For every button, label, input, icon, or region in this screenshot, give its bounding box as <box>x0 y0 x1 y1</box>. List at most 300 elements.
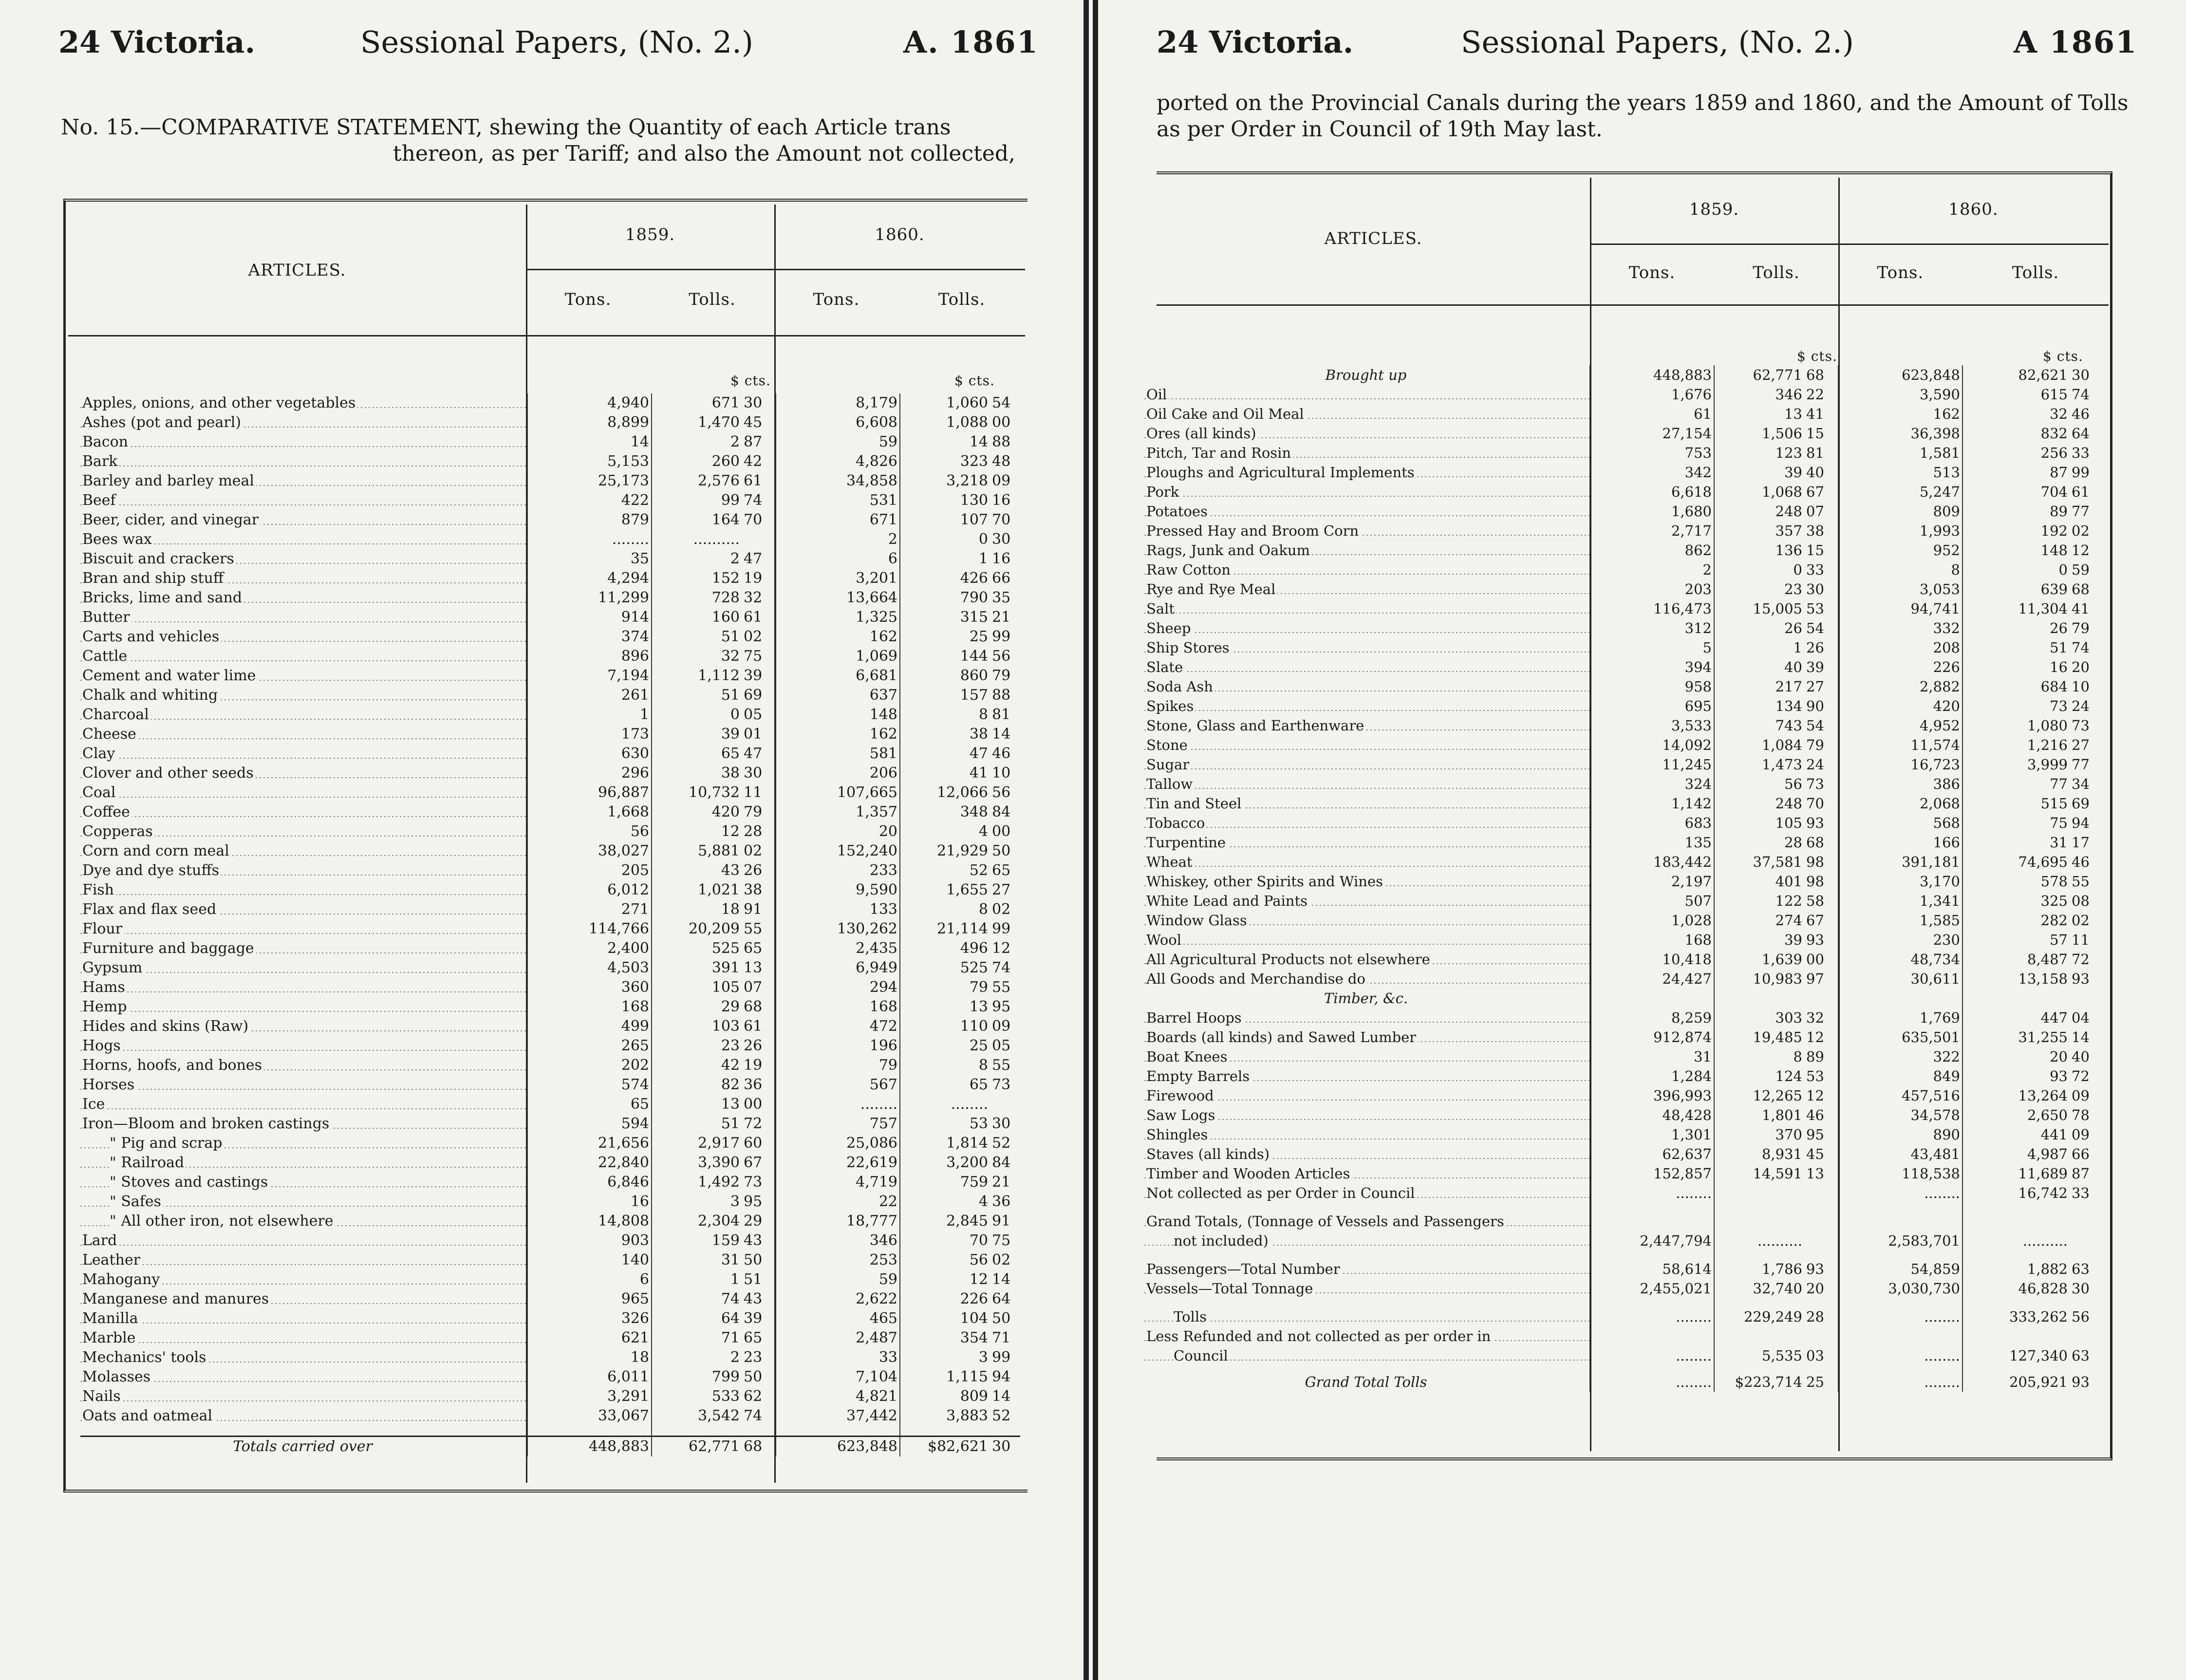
articles-heading: ARTICLES. <box>1324 229 1422 248</box>
empty-cell <box>900 1426 990 1437</box>
tolls-1860-dollars-cell: 3,883 <box>900 1406 990 1426</box>
tolls-1859-dollars-cell: 799 <box>652 1367 742 1387</box>
article-cell <box>80 1095 527 1114</box>
tons-1859-cell: 965 <box>527 1289 652 1309</box>
article-cell <box>80 608 527 627</box>
tolls-1859-dollars-cell: 5,535 <box>1714 1346 1804 1365</box>
article-label: Sugar <box>1146 756 1191 773</box>
tolls-1860-cents-cell: 09 <box>992 1018 1011 1035</box>
tons-1860-cell: 25,086 <box>776 1134 900 1153</box>
table-row <box>80 1173 1020 1192</box>
tons-1860-cell: 54,859 <box>1838 1259 1962 1279</box>
article-label: Soda Ash <box>1146 678 1215 695</box>
empty-cell <box>1804 989 1838 1008</box>
tolls-1860-cents-cell: 48 <box>992 453 1011 470</box>
tolls-1860-cents-cell: 81 <box>992 706 1011 723</box>
article-cell <box>1144 735 1590 755</box>
article-label: Barrel Hoops <box>1146 1009 1244 1026</box>
empty-cell <box>1144 1298 1590 1307</box>
article-cell <box>80 1406 527 1426</box>
tolls-1859-cents-cell: 70 <box>1806 795 1824 812</box>
tolls-1860-dollars-cell: 46,828 <box>1962 1279 2070 1298</box>
article-cell <box>80 764 527 783</box>
article-label: Ploughs and Agricultural Implements <box>1146 464 1417 481</box>
tons-1860-cell: 8 <box>1838 560 1962 579</box>
tons-1859-cell: 903 <box>527 1231 652 1251</box>
tolls-1859-cents-cell: 53 <box>1806 600 1824 617</box>
tolls-1860-dollars-cell: 496 <box>900 939 990 958</box>
tolls-1859-cents-cell: 07 <box>744 979 763 996</box>
tolls-1860-cents-cell: 14 <box>992 1388 1011 1405</box>
right-data-table <box>1144 365 2106 1392</box>
tons-1859-cell: 96,887 <box>527 783 652 803</box>
tolls-1860-dollars-cell: .......... <box>1962 1231 2070 1251</box>
tolls-1860-cents-cell: 05 <box>992 1037 1011 1054</box>
empty-cell <box>1590 1203 1714 1212</box>
tolls-1859-cents-cell: 19 <box>744 570 763 587</box>
tons-1860-cell: 22 <box>776 1192 900 1212</box>
article-cell <box>80 491 527 510</box>
article-cell <box>1144 813 1590 833</box>
empty-cell <box>1714 1251 1804 1259</box>
empty-cell <box>1838 989 1962 1008</box>
tolls-1859-cents-cell: 87 <box>744 433 763 450</box>
tolls-1860-dollars-cell: 20 <box>1962 1047 2070 1066</box>
tons-1859-cell: 1 <box>527 705 652 725</box>
article-cell <box>1144 1346 1590 1365</box>
tons-1859-cell: 48,428 <box>1590 1105 1714 1125</box>
tolls-1859-cents-cell: 98 <box>1806 854 1824 870</box>
table-row <box>80 978 1020 997</box>
tons-1860-cell: 11,574 <box>1838 735 1962 755</box>
table-row <box>80 1095 1020 1114</box>
article-cell <box>80 452 527 471</box>
empty-cell <box>652 1426 742 1437</box>
tons-1859-cell: 507 <box>1590 891 1714 911</box>
tolls-1860-cents-cell: 30 <box>992 531 1011 548</box>
table-row <box>1144 755 2106 774</box>
tons-1860-cell: 162 <box>1838 404 1962 424</box>
tolls-1859-dollars-cell: 1,639 <box>1714 950 1804 969</box>
refunded-row <box>1144 1326 2106 1346</box>
tolls-1860-dollars-cell: 354 <box>900 1328 990 1348</box>
tolls-1860-cents-cell: 72 <box>2072 1068 2090 1084</box>
tons-1860-cell: 13,664 <box>776 588 900 608</box>
tons-1859-cell: 1,284 <box>1590 1066 1714 1086</box>
tolls-1860-dollars-cell: 759 <box>900 1173 990 1192</box>
tolls-1859-cents-cell: 15 <box>1806 542 1824 559</box>
article-cell <box>80 1289 527 1309</box>
article-cell <box>1144 911 1590 930</box>
table-row <box>80 647 1020 666</box>
tolls-1859-heading: Tolls. <box>1753 263 1800 282</box>
table-row <box>80 1367 1020 1387</box>
empty-cell <box>1590 1251 1714 1259</box>
article-cell <box>1144 950 1590 969</box>
article-cell <box>1144 1372 1590 1392</box>
article-cell <box>80 1348 527 1367</box>
tons-1860-cell: ........ <box>1838 1372 1962 1392</box>
empty-cell <box>1714 1326 1804 1346</box>
tolls-1859-cents-cell: 00 <box>744 1096 763 1113</box>
tons-1859-heading: Tons. <box>1628 263 1676 282</box>
tolls-1860-cents-cell: 12 <box>2072 542 2090 559</box>
tolls-1860-dollars-cell: 77 <box>1962 774 2070 794</box>
tolls-1859-cents-cell: 89 <box>1806 1048 1824 1065</box>
tolls-1859-cents-cell: 26 <box>744 862 763 879</box>
empty-cell <box>1590 1365 1714 1372</box>
article-label: Boat Knees <box>1146 1048 1229 1065</box>
tolls-1859-cents-cell: 81 <box>1806 445 1824 461</box>
tolls-1859-cents-cell: 74 <box>744 1407 763 1424</box>
tons-1859-cell: 27,154 <box>1590 424 1714 443</box>
tolls-1859-dollars-cell: 124 <box>1714 1066 1804 1086</box>
tolls-1859-dollars-cell: 18 <box>652 900 742 919</box>
tons-1859-cell: 1,680 <box>1590 502 1714 521</box>
tons-1860-cell: 34,578 <box>1838 1105 1962 1125</box>
table-row <box>80 491 1020 510</box>
tolls-1860-dollars-cell: 1,882 <box>1962 1259 2070 1279</box>
tolls-1859-cents-cell <box>742 530 776 549</box>
tolls-1859-cents-cell: 95 <box>1806 1126 1824 1143</box>
tons-1859-cell: 3,533 <box>1590 716 1714 735</box>
tolls-1859-cents-cell: 50 <box>744 1368 763 1385</box>
tons-1860-heading: Tons. <box>1877 263 1924 282</box>
tolls-1860-dollars-cell: 1,115 <box>900 1367 990 1387</box>
table-row <box>80 861 1020 880</box>
article-label: Pork <box>1146 484 1181 500</box>
tons-1859-cell: 2,455,021 <box>1590 1279 1714 1298</box>
tolls-1860-dollars-cell: 809 <box>900 1387 990 1406</box>
tons-1860-cell: 952 <box>1838 541 1962 560</box>
tons-1860-cell: 2,583,701 <box>1838 1231 1962 1251</box>
tolls-1859-dollars-cell: 1,506 <box>1714 424 1804 443</box>
table-row <box>1144 1027 2106 1047</box>
article-label: Hemp <box>82 998 129 1015</box>
article-cell <box>80 803 527 822</box>
tons-1860-cell: 531 <box>776 491 900 510</box>
tolls-1860-dollars-cell: 53 <box>900 1114 990 1134</box>
tolls-1859-dollars-cell: 32,740 <box>1714 1279 1804 1298</box>
tons-1860-cell: 465 <box>776 1309 900 1328</box>
table-row <box>1144 560 2106 579</box>
brought-up-row <box>1144 365 2106 385</box>
article-cell <box>80 997 527 1017</box>
article-label: Spikes <box>1146 698 1196 714</box>
tolls-1859-cents-cell: 15 <box>1806 425 1824 442</box>
tolls-1859-dollars-cell: 3,390 <box>652 1153 742 1173</box>
table-row <box>80 1251 1020 1270</box>
tons-1859-cell: 448,883 <box>527 1437 652 1457</box>
article-label: Coal <box>82 784 118 801</box>
article-label: Passengers—Total Number <box>1146 1261 1342 1277</box>
tons-1859-cell: 2,197 <box>1590 872 1714 891</box>
tons-1859-cell: 140 <box>527 1251 652 1270</box>
tons-1860-heading: Tons. <box>813 290 860 309</box>
tolls-1860-cents-cell: 40 <box>2072 1048 2090 1065</box>
tolls-1859-cents-cell: 30 <box>744 394 763 411</box>
tons-1860-cell: 94,741 <box>1838 599 1962 618</box>
empty-cell <box>1590 1298 1714 1307</box>
table-row <box>1144 794 2106 813</box>
article-cell <box>1144 969 1590 989</box>
tolls-1859-dollars-cell: 13 <box>652 1095 742 1114</box>
tolls-1859-cents-cell: 25 <box>1806 1374 1824 1390</box>
tolls-1860-dollars-cell: 47 <box>900 744 990 764</box>
article-label: Apples, onions, and other vegetables <box>82 394 357 411</box>
tons-1859-cell: 896 <box>527 647 652 666</box>
table-row <box>1144 677 2106 696</box>
tolls-1860-cents-cell: 99 <box>992 920 1011 937</box>
article-cell <box>1144 404 1590 424</box>
tolls-1859-cents-cell: 24 <box>1806 756 1824 773</box>
tolls-1859-cents-cell: 93 <box>1806 1261 1824 1277</box>
vessels-row <box>1144 1279 2106 1298</box>
tons-1859-cell: 183,442 <box>1590 852 1714 872</box>
article-cell <box>80 1367 527 1387</box>
tolls-1859-dollars-cell: 152 <box>652 569 742 588</box>
tolls-1860-cents-cell: 09 <box>2072 1126 2090 1143</box>
article-label: Ship Stores <box>1146 639 1232 656</box>
empty-cell <box>990 1426 1020 1437</box>
tolls-1859-dollars-cell: 39 <box>652 725 742 744</box>
article-label: Shingles <box>1146 1126 1210 1143</box>
tolls-1860-dollars-cell: 144 <box>900 647 990 666</box>
table-row <box>80 803 1020 822</box>
empty-cell <box>1144 1203 1590 1212</box>
tons-1859-cell: 1,668 <box>527 803 652 822</box>
spacer-row <box>1144 1298 2106 1307</box>
tons-1859-cell: 33,067 <box>527 1406 652 1426</box>
article-label: Horns, hoofs, and bones <box>82 1057 264 1074</box>
tolls-1860-dollars-cell: 0 <box>900 530 990 549</box>
article-cell <box>80 783 527 803</box>
tolls-1860-dollars-cell: 639 <box>1962 579 2070 599</box>
rule <box>1157 304 2109 306</box>
article-cell <box>1144 677 1590 696</box>
article-label: Copperas <box>82 823 155 840</box>
tolls-1860-dollars-cell: 70 <box>900 1231 990 1251</box>
tolls-1859-cents-cell: 23 <box>744 1349 763 1366</box>
tolls-1859-dollars-cell: 1,786 <box>1714 1259 1804 1279</box>
tons-1859-cell: 862 <box>1590 541 1714 560</box>
tolls-1859-dollars-cell: 217 <box>1714 677 1804 696</box>
empty-cell <box>1962 1203 2070 1212</box>
tons-1859-cell: 114,766 <box>527 919 652 939</box>
passengers-row <box>1144 1259 2106 1279</box>
table-row <box>1144 1183 2106 1203</box>
tolls-1859-dollars-cell: 346 <box>1714 385 1804 404</box>
article-cell <box>80 725 527 744</box>
year-1859-heading: 1859. <box>625 225 675 244</box>
tolls-1860-cents-cell: 08 <box>2072 893 2090 909</box>
tolls-1859-dollars-cell: 248 <box>1714 502 1804 521</box>
table-row <box>1144 852 2106 872</box>
empty-cell <box>1714 1298 1804 1307</box>
table-row <box>80 413 1020 432</box>
tolls-1859-dollars-cell: 23 <box>1714 579 1804 599</box>
article-label: Ice <box>82 1096 107 1113</box>
tolls-1859-dollars-cell: 1,801 <box>1714 1105 1804 1125</box>
article-label: Furniture and baggage <box>82 940 256 957</box>
tons-1860-cell: 472 <box>776 1017 900 1036</box>
tons-1859-cell: 879 <box>527 510 652 530</box>
tons-1859-cell: 202 <box>527 1056 652 1075</box>
tolls-1859-dollars-cell: 51 <box>652 1114 742 1134</box>
article-label: Mechanics' tools <box>82 1349 208 1366</box>
article-cell <box>1144 1307 1590 1326</box>
table-row <box>80 1153 1020 1173</box>
tolls-1860-cents-cell: 68 <box>2072 581 2090 597</box>
tons-1860-cell: 34,858 <box>776 471 900 491</box>
table-row <box>1144 1047 2106 1066</box>
tolls-1860-dollars-cell: 21,929 <box>900 841 990 861</box>
table-row <box>1144 502 2106 521</box>
tolls-1860-cents-cell: 02 <box>992 1251 1011 1269</box>
tolls-1859-cents-cell: 32 <box>744 589 763 606</box>
tolls-1859-cents-cell: 13 <box>1806 1165 1824 1182</box>
tolls-1859-dollars-cell: 51 <box>652 686 742 705</box>
tons-1860-cell: 22,619 <box>776 1153 900 1173</box>
article-label: Brought up <box>1326 367 1409 383</box>
table-row <box>1144 1125 2106 1144</box>
tolls-1860-dollars-cell: 104 <box>900 1309 990 1328</box>
tons-1859-cell: 2,717 <box>1590 521 1714 541</box>
tons-1860-cell: 1,341 <box>1838 891 1962 911</box>
tolls-1859-dollars-cell: 743 <box>1714 716 1804 735</box>
tons-1859-cell: 265 <box>527 1036 652 1056</box>
tolls-1859-cents-cell: 28 <box>1806 1308 1824 1325</box>
tons-1859-cell: 5,153 <box>527 452 652 471</box>
tons-1859-cell: 56 <box>527 822 652 841</box>
tolls-1860-cents-cell: 10 <box>2072 678 2090 695</box>
tolls-1860-dollars-cell: 157 <box>900 686 990 705</box>
tolls-1859-cents-cell: 11 <box>744 784 763 801</box>
article-label: Nails <box>82 1388 123 1405</box>
tolls-1860-cents-cell: 16 <box>992 550 1011 567</box>
article-label: Window Glass <box>1146 912 1249 929</box>
tolls-1860-cents-cell: 30 <box>990 1437 1020 1457</box>
tolls-1860-dollars-cell: 4 <box>900 822 990 841</box>
tolls-1859-cents-cell: 68 <box>744 998 763 1015</box>
tons-1859-cell: 14,808 <box>527 1212 652 1231</box>
tolls-1860-cents-cell: 09 <box>992 472 1011 489</box>
article-cell <box>80 471 527 491</box>
tons-1860-cell: 233 <box>776 861 900 880</box>
tolls-1860-dollars-cell: 87 <box>1962 463 2070 482</box>
tolls-1859-cents-cell: 22 <box>1806 386 1824 403</box>
tolls-1860-dollars-cell: 31,255 <box>1962 1027 2070 1047</box>
article-cell <box>80 1153 527 1173</box>
article-cell <box>1144 1086 1590 1105</box>
article-label: Less Refunded and not collected as per order in <box>1146 1328 1493 1344</box>
tons-1860-cell: 33 <box>776 1348 900 1367</box>
article-cell <box>1144 1279 1590 1298</box>
tons-1860-cell: 2,622 <box>776 1289 900 1309</box>
tons-1860-cell: 3,030,730 <box>1838 1279 1962 1298</box>
tolls-1859-dollars-cell: 38 <box>652 764 742 783</box>
tolls-1860-dollars-cell: 515 <box>1962 794 2070 813</box>
tolls-1859-cents-cell: 43 <box>744 1232 763 1249</box>
article-label: Bran and ship stuff <box>82 570 225 587</box>
tolls-1859-dollars-cell: 31 <box>652 1251 742 1270</box>
table-row <box>1144 950 2106 969</box>
tolls-1859-cents-cell: 93 <box>1806 815 1824 831</box>
article-label: Iron—Bloom and broken castings <box>82 1115 331 1132</box>
article-label: Stone <box>1146 737 1190 753</box>
tolls-1860-dollars-cell: 704 <box>1962 482 2070 502</box>
header-series: 24 Victoria. <box>1157 24 1354 60</box>
tolls-1860-dollars-cell: 1,060 <box>900 393 990 413</box>
article-cell <box>1144 1047 1590 1066</box>
table-row <box>1144 404 2106 424</box>
tons-1859-cell: 25,173 <box>527 471 652 491</box>
tolls-1859-dollars-cell: 51 <box>652 627 742 647</box>
article-label: not included) <box>1174 1232 1270 1249</box>
empty-cell <box>1962 1298 2070 1307</box>
tons-1859-cell: 65 <box>527 1095 652 1114</box>
tolls-1860-cents-cell: 52 <box>992 1135 1011 1152</box>
tons-1860-cell: 196 <box>776 1036 900 1056</box>
tons-1859-cell: 394 <box>1590 657 1714 677</box>
tolls-1860-heading: Tolls. <box>938 290 986 309</box>
article-label: Slate <box>1146 659 1185 675</box>
article-label: Manilla <box>82 1310 140 1327</box>
empty-cell <box>1804 1203 1838 1212</box>
tolls-1860-dollars-cell: 41 <box>900 764 990 783</box>
tolls-1860-cents-cell: 41 <box>2072 600 2090 617</box>
tolls-1860-cents-cell: 93 <box>2072 1374 2090 1390</box>
tolls-1860-cents-cell: 02 <box>992 901 1011 918</box>
tolls-1859-cents-cell: 33 <box>1806 561 1824 578</box>
left-page <box>0 0 1084 1680</box>
tolls-1860-dollars-cell: 16,742 <box>1962 1183 2070 1203</box>
tolls-1860-cents-cell: 50 <box>992 1310 1011 1327</box>
tolls-1859-cents-cell: 62 <box>744 1388 763 1405</box>
article-cell <box>80 978 527 997</box>
tolls-1859-cents-cell: 43 <box>744 1290 763 1307</box>
tolls-1859-cents-cell: 47 <box>744 550 763 567</box>
tolls-1859-cents-cell: 19 <box>744 1057 763 1074</box>
article-cell <box>1144 774 1590 794</box>
tolls-1859-dollars-cell: 0 <box>1714 560 1804 579</box>
year-1859-heading: 1859. <box>1689 200 1739 219</box>
tolls-1859-dollars-cell: $223,714 <box>1714 1372 1804 1392</box>
tolls-1859-dollars-cell: 123 <box>1714 443 1804 463</box>
article-cell <box>80 1270 527 1289</box>
tolls-1860-cents-cell: 11 <box>2072 932 2090 948</box>
tons-1859-cell: 574 <box>527 1075 652 1095</box>
article-label: Potatoes <box>1146 503 1210 520</box>
table-row <box>80 900 1020 919</box>
tons-1859-cell: 7,194 <box>527 666 652 686</box>
article-label: Wool <box>1146 932 1183 948</box>
table-row <box>80 939 1020 958</box>
tolls-1860-dollars-cell: 93 <box>1962 1066 2070 1086</box>
tons-1860-cell: 2 <box>776 530 900 549</box>
dollar-mark: $ cts. <box>954 373 995 389</box>
tolls-1860-cents-cell: 63 <box>2072 1261 2090 1277</box>
tons-1859-cell: 11,299 <box>527 588 652 608</box>
tons-1859-cell: ........ <box>1590 1307 1714 1326</box>
tolls-1860-cents-cell: 99 <box>992 628 1011 645</box>
article-cell <box>1144 599 1590 618</box>
tolls-1860-cents-cell: 27 <box>2072 737 2090 753</box>
article-cell <box>1144 1105 1590 1125</box>
article-cell <box>80 1328 527 1348</box>
empty-cell <box>1804 1212 1838 1231</box>
tolls-1859-cents-cell: 20 <box>1806 1280 1824 1297</box>
